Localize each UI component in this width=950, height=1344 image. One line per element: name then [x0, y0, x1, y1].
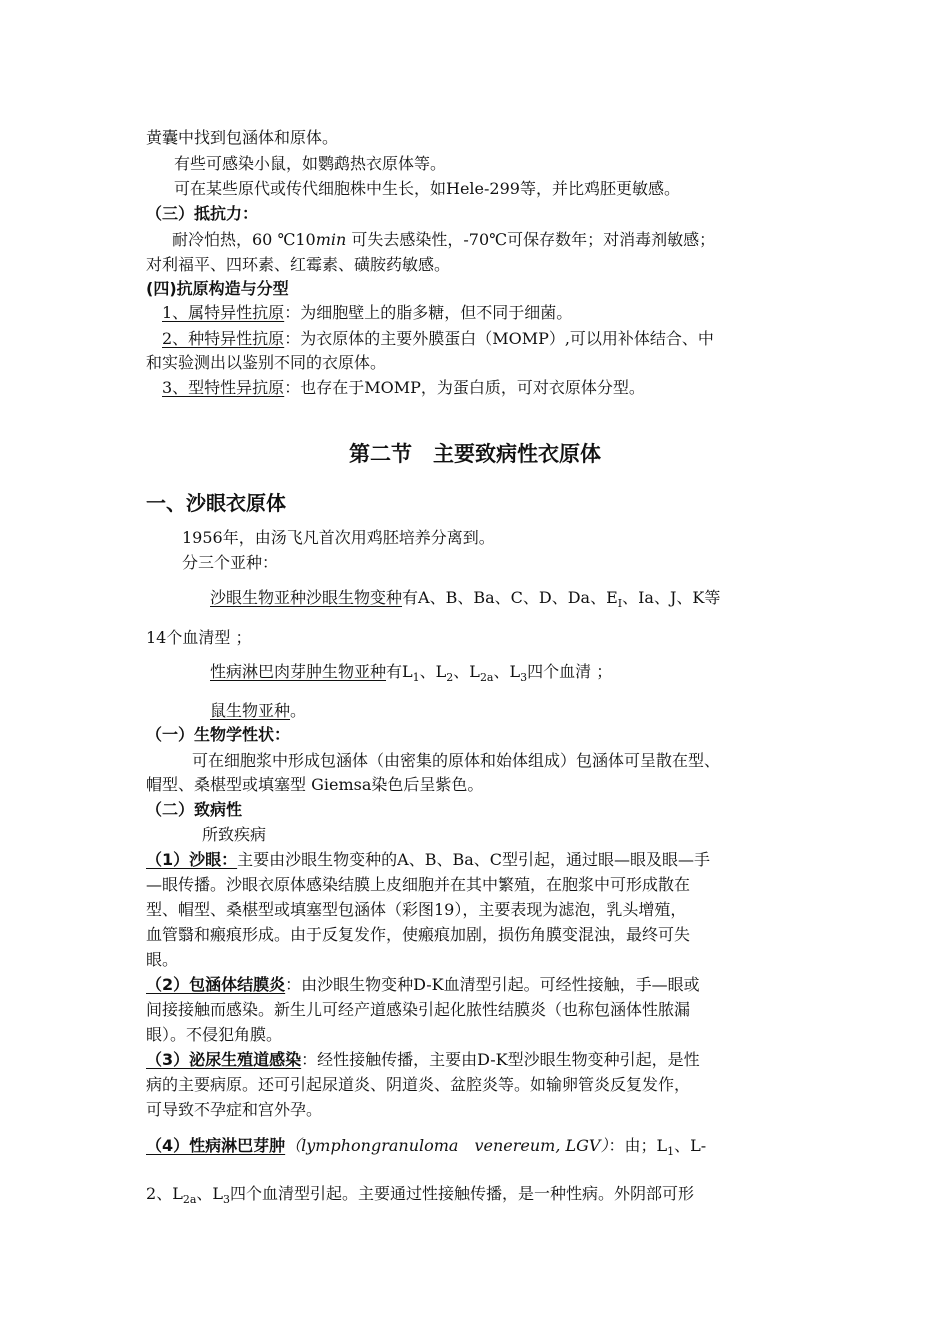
- text-line: —眼传播。沙眼衣原体感染结膜上皮细胞并在其中繁殖，在胞浆中可形成散在: [146, 875, 691, 894]
- bio-heading: （一）生物学性状：: [146, 725, 291, 744]
- text-line: 可在细胞浆中形成包涵体（由密集的原体和始体组成）包涵体可呈散在型、: [192, 751, 721, 770]
- text-line: 帽型、桑椹型或填塞型 Giemsa染色后呈紫色。: [146, 775, 484, 794]
- disease-item: （3）泌尿生殖道感染：经性接触传播，主要由D-K型沙眼生物变种引起，是性: [146, 1050, 700, 1069]
- subspecies-item: 性病淋巴肉芽肿生物亚种有$L_1$、$L_2$、$L_{2a}$、$L_3$四个血清 ；: [210, 662, 613, 684]
- disease-item: （2）包涵体结膜炎：由沙眼生物变种D-K血清型引起。可经性接触，手—眼或: [146, 975, 700, 994]
- text-line: 有些可感染小鼠，如鹦鹉热衣原体等。: [174, 154, 447, 173]
- antigen-item: 3、型特性异抗原：也存在于MOMP，为蛋白质，可对衣原体分型。: [162, 378, 645, 397]
- text-line: 14个血清型 ；: [146, 628, 252, 647]
- antigen-item: 2、种特异性抗原：为衣原体的主要外膜蛋白（MOMP）,可以用补体结合、中: [162, 329, 714, 348]
- text-line: 耐冷怕热，60 ℃10min 可失去感染性，-70℃可保存数年；对消毒剂敏感；: [172, 230, 716, 249]
- text-line: 所致疾病: [202, 825, 267, 844]
- disease-item: （4）性病淋巴芽肿（lymphongranuloma venereum, LGV）：由；$L_1$、L-: [146, 1136, 707, 1158]
- text-line: 可导致不孕症和宫外孕。: [146, 1100, 323, 1119]
- antigen-item: 1、属特异性抗原：为细胞壁上的脂多糖，但不同于细菌。: [162, 303, 573, 322]
- section-title: 第二节 主要致病性衣原体: [349, 442, 601, 466]
- text-line: 和实验测出以鉴别不同的衣原体。: [146, 353, 387, 372]
- text-line: 黄囊中找到包涵体和原体。: [146, 128, 339, 147]
- text-line: 可在某些原代或传代细胞株中生长，如Hele-299等，并比鸡胚更敏感。: [174, 179, 680, 198]
- antigen-heading: (四)抗原构造与分型: [146, 279, 289, 298]
- disease-item: （1）沙眼：主要由沙眼生物变种的A、B、Ba、C型引起，通过眼—眼及眼—手: [146, 850, 710, 869]
- path-heading: （二）致病性: [146, 800, 243, 819]
- text-line: 型、帽型、桑椹型或填塞型包涵体（彩图19），主要表现为滤泡，乳头增殖，: [146, 900, 687, 919]
- text-line: 1956年，由汤飞凡首次用鸡胚培养分离到。: [182, 528, 495, 547]
- text-line: 眼。: [146, 950, 179, 969]
- text-line: 2、$L_{2a}$、$L_3$四个血清型引起。主要通过性接触传播，是一种性病。外阴部可形: [146, 1184, 695, 1206]
- chapter-heading: 一、沙眼衣原体: [146, 491, 286, 515]
- subspecies-item: 鼠生物亚种。: [210, 701, 307, 720]
- text-line: 血管翳和瘢痕形成。由于反复发作，使瘢痕加剧，损伤角膜变混浊，最终可失: [146, 925, 691, 944]
- subspecies-item: 沙眼生物亚种沙眼生物变种有A、B、Ba、C、D、Da、$E_I$、Ia、J、K等: [210, 588, 721, 610]
- text-line: 病的主要病原。还可引起尿道炎、阴道炎、盆腔炎等。如输卵管炎反复发作，: [146, 1075, 691, 1094]
- text-line: 分三个亚种：: [182, 553, 279, 572]
- text-line: 间接接触而感染。新生儿可经产道感染引起化脓性结膜炎（也称包涵体性脓漏: [146, 1000, 691, 1019]
- resistance-heading: （三）抵抗力：: [146, 204, 259, 223]
- text-line: 眼）。不侵犯角膜。: [146, 1025, 283, 1044]
- text-line: 对利福平、四环素、红霉素、磺胺药敏感。: [146, 255, 451, 274]
